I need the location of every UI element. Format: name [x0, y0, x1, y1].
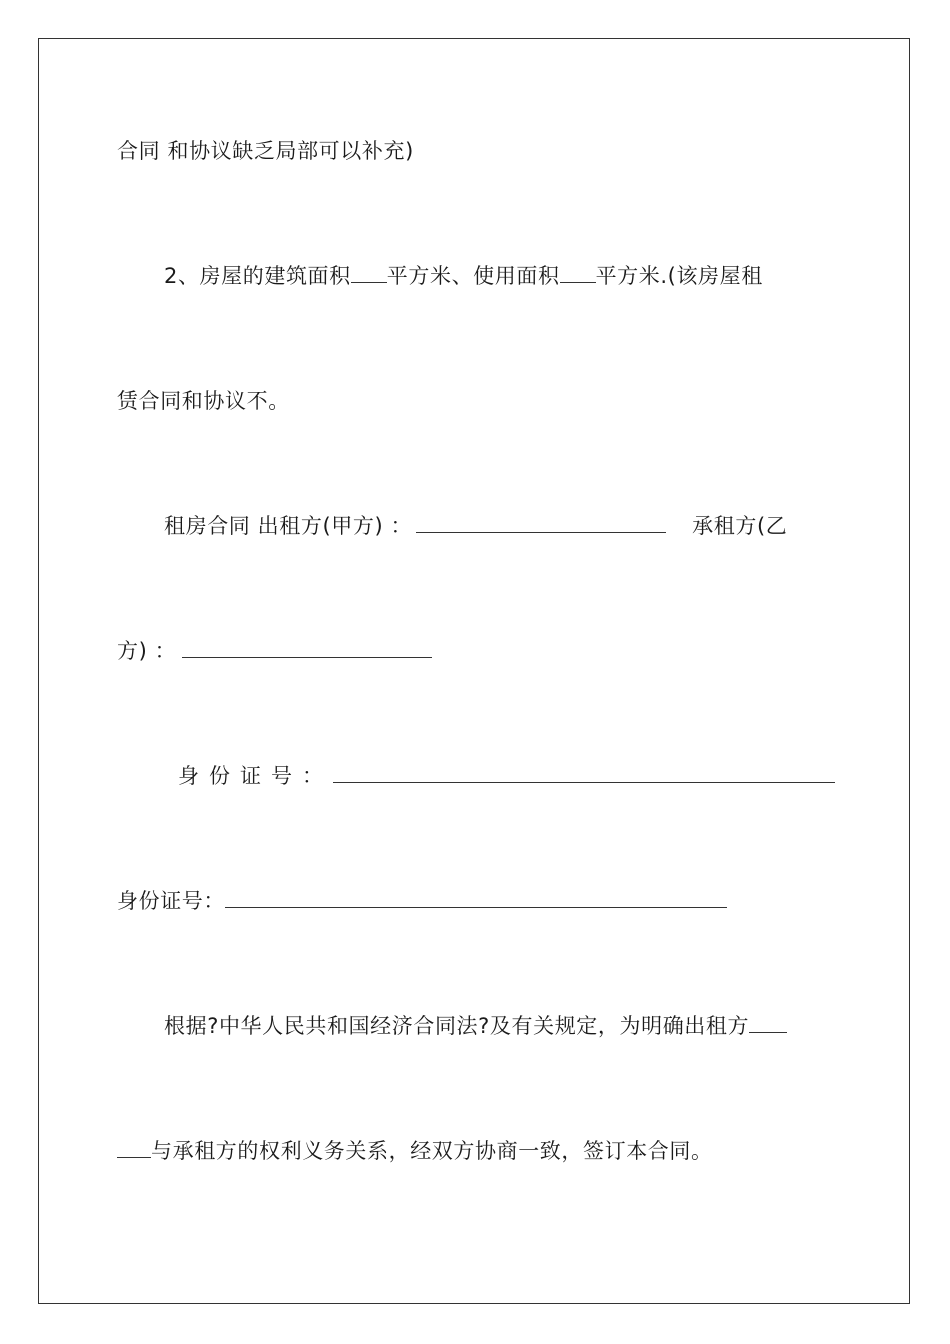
text-line-2 — [164, 262, 763, 290]
text-line-3 — [117, 387, 290, 415]
building-area-blank[interactable] — [351, 264, 387, 283]
line-1-text: 合同 和协议缺乏局部可以补充) — [117, 139, 414, 163]
lessor-party-blank-end[interactable] — [117, 1139, 151, 1158]
text-line-8 — [164, 1012, 787, 1040]
lessor-id-label: 身份证号： — [178, 764, 333, 788]
usable-area-blank[interactable] — [560, 264, 596, 283]
page-frame — [38, 38, 910, 1304]
text-line-1 — [117, 137, 414, 165]
lessee-label-start: 承租方(乙 — [692, 514, 788, 538]
text-line-7 — [117, 887, 727, 915]
text-line-9 — [117, 1137, 713, 1165]
text-line-5 — [117, 637, 432, 665]
line-2-text-a: 2、房屋的建筑面积 — [164, 264, 351, 288]
text-line-4 — [164, 512, 787, 540]
text-line-6 — [178, 762, 835, 790]
line-8-text: 根据?中华人民共和国经济合同法?及有关规定，为明确出租方 — [164, 1014, 750, 1038]
lessor-label: 租房合同 出租方(甲方) ： — [164, 514, 413, 538]
line-2-text-c: 平方米.(该房屋租 — [595, 264, 763, 288]
lessor-party-blank-start[interactable] — [749, 1014, 787, 1033]
lessee-id-label: 身份证号： — [117, 889, 225, 913]
lessee-name-blank[interactable] — [182, 639, 432, 658]
lessor-name-blank[interactable] — [416, 514, 666, 533]
lessee-id-blank[interactable] — [225, 889, 727, 908]
line-2-text-b: 平方米、使用面积 — [386, 264, 560, 288]
line-3-text: 赁合同和协议不。 — [117, 389, 290, 413]
lessee-label-end: 方) ： — [117, 639, 177, 663]
lessor-id-blank[interactable] — [333, 764, 835, 783]
line-9-text: 与承租方的权利义务关系，经双方协商一致，签订本合同。 — [151, 1139, 713, 1163]
